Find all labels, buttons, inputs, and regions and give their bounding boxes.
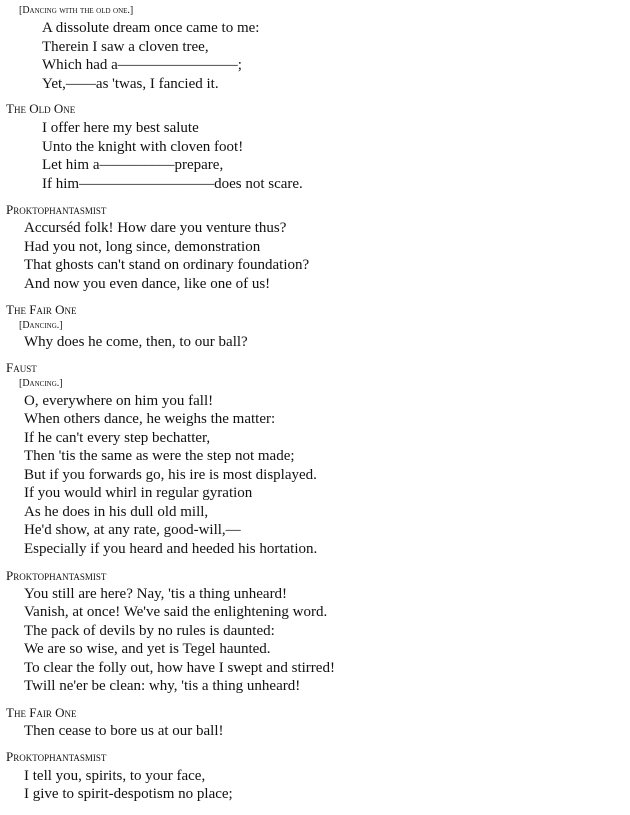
verse-line: I offer here my best salute [42,120,199,136]
verse-line: When others dance, he weighs the matter: [24,411,276,427]
verse-line: Accurséd folk! How dare you venture thus? [24,220,287,236]
verse-line: O, everywhere on him you fall! [24,392,214,409]
verse-line: Therein I saw a cloven tree, [42,38,209,55]
speaker-name: Proktophantasmist [6,568,107,583]
verse-line: But if you forwards go, his ire is most displayed. [24,466,317,483]
verse-line: Vanish, at once! We've said the enlightening word. [24,604,328,620]
verse-line: Which had a————————; [42,57,242,73]
verse-line: As he does in his dull old mill, [24,503,209,520]
speaker-name: The Old One [6,101,76,116]
verse-line: Twill ne'er be clean: why, 'tis a thing unheard! [24,678,301,694]
verse-line: And now you even dance, like one of us! [24,275,271,292]
speaker-name: Faust [6,360,37,375]
stage-direction: [Dancing.] [19,320,63,331]
verse-line: Then 'tis the same as were the step not made; [24,448,295,464]
speaker-name: Proktophantasmist [6,749,107,764]
verse-line: I tell you, spirits, to your face, [24,767,206,784]
verse-line: Had you not, long since, demonstration [24,238,261,255]
stage-direction: [Dancing.] [19,378,63,389]
verse-line: The pack of devils by no rules is daunted: [24,622,275,639]
stage-direction: [Dancing with the old one.] [19,5,134,16]
verse-line: Unto the knight with cloven foot! [42,138,244,155]
verse-line: Yet,——as 'twas, I fancied it. [42,75,219,92]
verse-line: A dissolute dream once came to me: [42,20,260,36]
verse-line: You still are here? Nay, 'tis a thing unheard! [24,585,288,602]
speaker-name: Proktophantasmist [6,202,107,217]
verse-line: Especially if you heard and heeded his hortation. [24,540,318,557]
verse-line: Then cease to bore us at our ball! [24,722,224,739]
speaker-name: The Fair One [6,705,77,720]
verse-line: We are so wise, and yet is Tegel haunted. [24,641,271,657]
verse-line: If he can't every step bechatter, [24,429,211,446]
verse-line: That ghosts can't stand on ordinary foundation? [24,257,310,273]
verse-line: Let him a—————prepare, [42,157,224,173]
verse-line: If you would whirl in regular gyration [24,485,253,501]
verse-line: If him—————————does not scare. [42,175,303,192]
verse-line: He'd show, at any rate, good-will,— [24,522,241,538]
verse-line: Why does he come, then, to our ball? [24,334,248,350]
speaker-name: The Fair One [6,302,77,317]
verse-line: To clear the folly out, how have I swept and stirred! [24,659,335,676]
verse-line: I give to spirit-despotism no place; [24,786,233,802]
